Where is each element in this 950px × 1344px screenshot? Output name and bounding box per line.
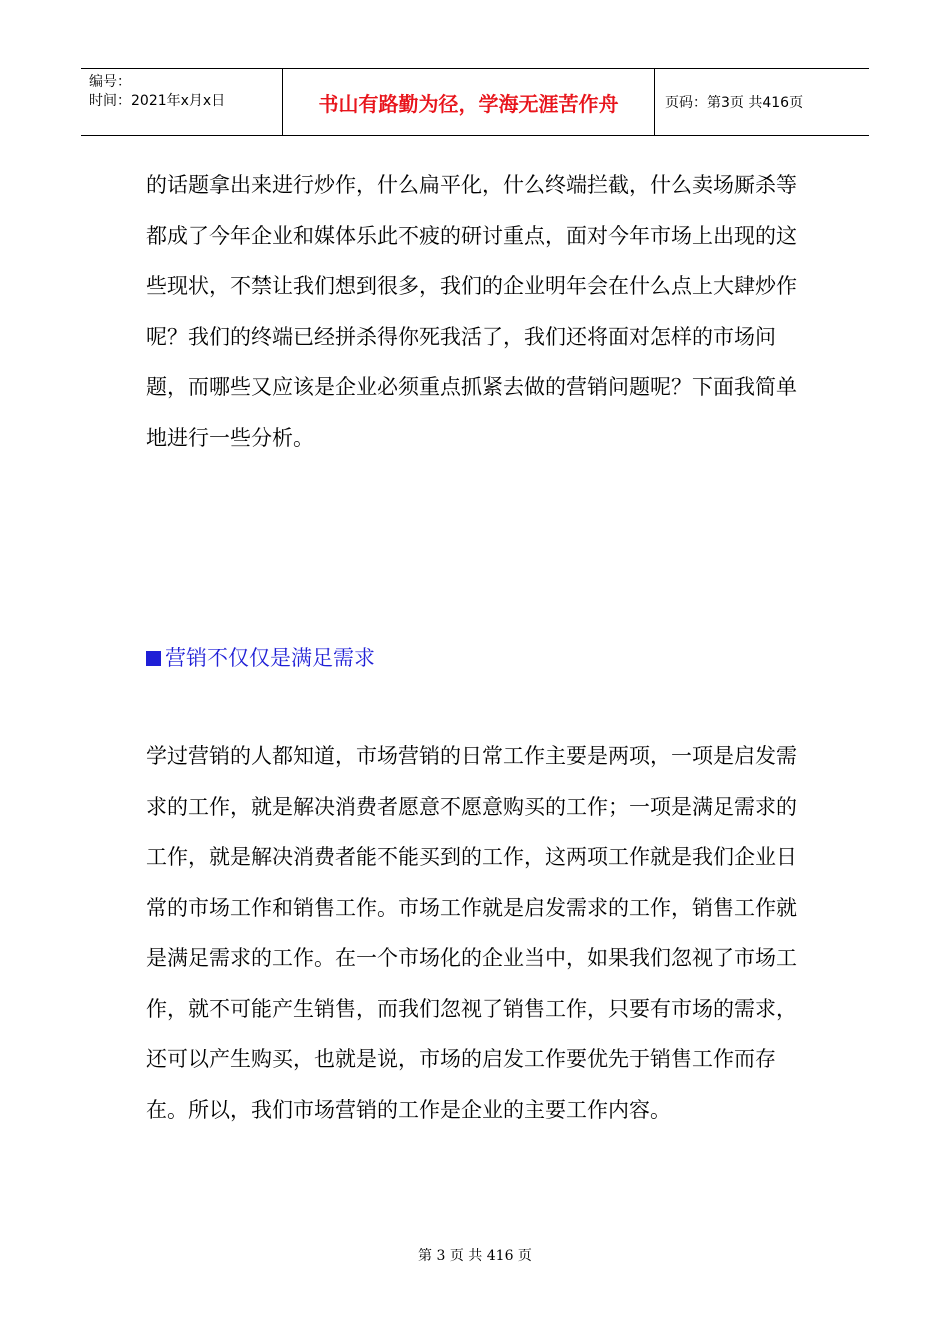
- number-label: 编号：: [89, 74, 131, 90]
- body-paragraph-2: 学过营销的人都知道，市场营销的日常工作主要是两项，一项是启发需求的工作，就是解决消费者愿意不愿意购买的工作；一项是满足需求的工作，就是解决消费者能不能买到的工作，这两项工作就是我们企业日常的市场工作和销售工作。市场工作就是启发需求的工作，销售工作就是满足需求的工作。在一个市场化的企业当中，如果我们忽视了市场工作，就不可能产生销售，而我们忽视了销售工作，只要有市场的需求，还可以产生购买，也就是说，市场的启发工作要优先于销售工作而存在。所以，我们市场营销的工作是企业的主要工作内容。: [146, 744, 797, 1122]
- header-motto: 书山有路勤为径，学海无涯苦作舟: [283, 69, 655, 135]
- header-page-info: 页码：第3页 共416页: [665, 95, 804, 111]
- page-footer: 第 3 页 共 416 页: [418, 1248, 532, 1264]
- header-meta: [81, 69, 283, 135]
- section-heading-text: 营销不仅仅是满足需求: [165, 646, 375, 670]
- document-header: [81, 68, 869, 136]
- body-paragraph-1: 的话题拿出来进行炒作，什么扁平化，什么终端拦截，什么卖场厮杀等都成了今年企业和媒体乐此不疲的研讨重点，面对今年市场上出现的这些现状，不禁让我们想到很多，我们的企业明年会在什么点上大肆炒作呢？我们的终端已经拼杀得你死我活了，我们还将面对怎样的市场问题，而哪些又应该是企业必须重点抓紧去做的营销问题呢？下面我简单地进行一些分析。: [146, 173, 797, 450]
- date-label: 时间：2021年x月x日: [89, 93, 226, 109]
- square-bullet-icon: [146, 651, 161, 666]
- section-heading: [146, 640, 806, 676]
